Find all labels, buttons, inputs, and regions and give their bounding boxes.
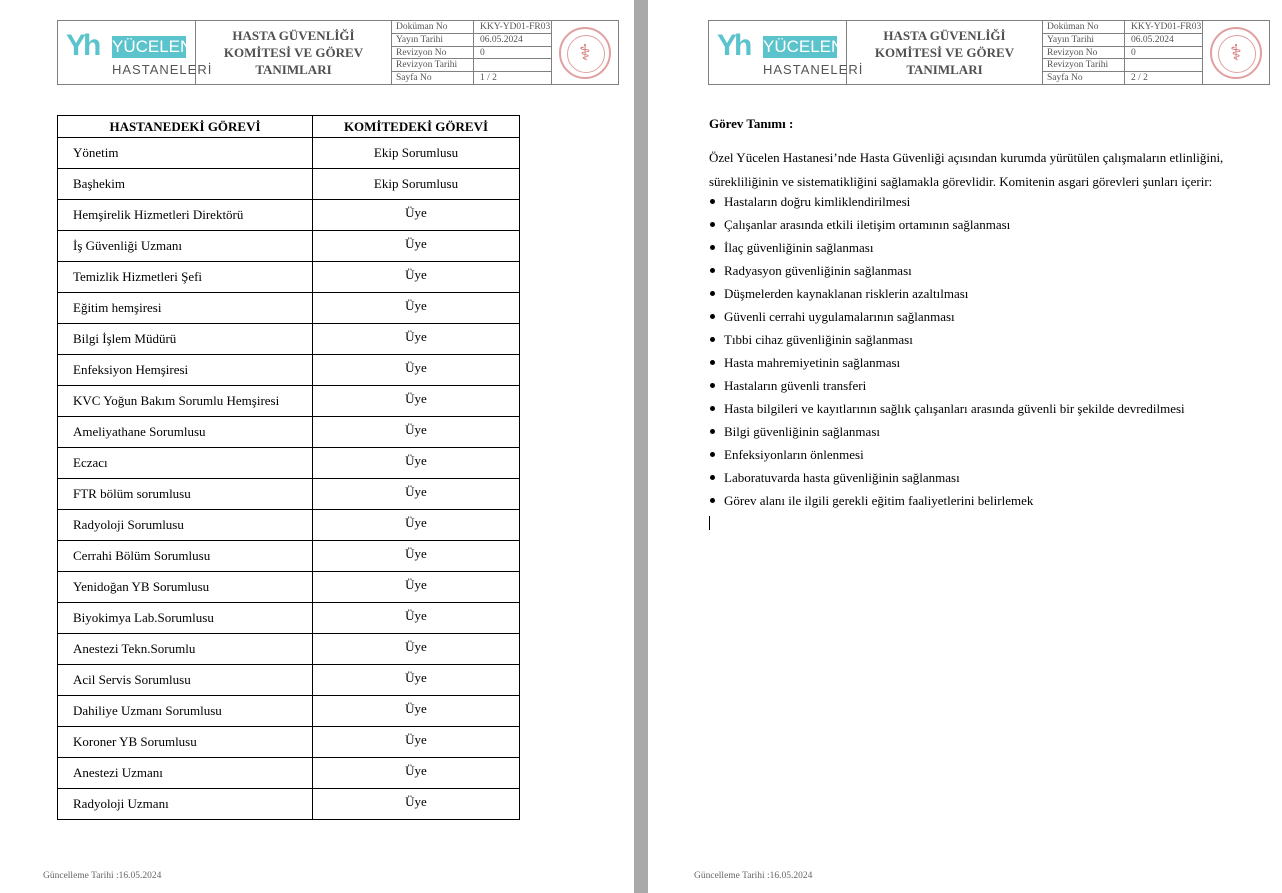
hospital-duty-cell[interactable]: Başhekim bbox=[58, 169, 313, 200]
hospital-duty-cell[interactable]: Anestezi Tekn.Sorumlu bbox=[58, 634, 313, 665]
committee-duty-cell[interactable]: Üye bbox=[313, 789, 520, 820]
task-list-item[interactable]: Tıbbi cihaz güvenliğinin sağlanması bbox=[709, 328, 1269, 351]
committee-duty-cell[interactable]: Üye bbox=[313, 386, 520, 417]
hospital-duty-cell[interactable]: Bilgi İşlem Müdürü bbox=[58, 324, 313, 355]
meta-row: Revizyon Tarihi bbox=[392, 59, 551, 72]
hospital-duty-cell[interactable]: KVC Yoğun Bakım Sorumlu Hemşiresi bbox=[58, 386, 313, 417]
update-date-footer: Güncelleme Tarihi :16.05.2024 bbox=[694, 871, 813, 881]
task-list-item[interactable]: Radyasyon güvenliğinin sağlanması bbox=[709, 259, 1269, 282]
page-gutter bbox=[634, 0, 648, 893]
committee-duty-cell[interactable]: Üye bbox=[313, 541, 520, 572]
committee-duty-cell[interactable]: Üye bbox=[313, 231, 520, 262]
hospital-logo bbox=[58, 21, 213, 84]
committee-duty-cell[interactable]: Üye bbox=[313, 448, 520, 479]
hospital-duty-cell[interactable]: Temizlik Hizmetleri Şefi bbox=[58, 262, 313, 293]
table-row bbox=[58, 634, 520, 665]
hospital-duty-cell[interactable]: Eğitim hemşiresi bbox=[58, 293, 313, 324]
table-row bbox=[58, 200, 520, 231]
committee-duty-cell[interactable]: Üye bbox=[313, 758, 520, 789]
table-row bbox=[58, 169, 520, 200]
committee-duty-cell[interactable]: Üye bbox=[313, 262, 520, 293]
meta-row: Sayfa No 2 / 2 bbox=[1043, 72, 1202, 85]
hospital-duty-cell[interactable]: Yönetim bbox=[58, 138, 313, 169]
committee-duty-cell[interactable]: Üye bbox=[313, 727, 520, 758]
committee-duty-cell[interactable]: Üye bbox=[313, 510, 520, 541]
hospital-duty-cell[interactable]: Biyokimya Lab.Sorumlusu bbox=[58, 603, 313, 634]
document-meta-table bbox=[1043, 21, 1203, 84]
column-header-hospital-duty: HASTANEDEKİ GÖREVİ bbox=[58, 116, 313, 138]
seal-container bbox=[1203, 21, 1269, 84]
committee-table bbox=[57, 115, 520, 820]
table-row bbox=[58, 727, 520, 758]
hospital-duty-cell[interactable]: Eczacı bbox=[58, 448, 313, 479]
committee-duty-cell[interactable]: Üye bbox=[313, 479, 520, 510]
table-row bbox=[58, 510, 520, 541]
hospital-duty-cell[interactable]: Cerrahi Bölüm Sorumlusu bbox=[58, 541, 313, 572]
task-list-item[interactable]: Hastaların güvenli transferi bbox=[709, 374, 1269, 397]
committee-duty-cell[interactable]: Ekip Sorumlusu bbox=[313, 169, 520, 200]
hospital-duty-cell[interactable]: FTR bölüm sorumlusu bbox=[58, 479, 313, 510]
logo-subtitle: HASTANELERİ bbox=[112, 62, 213, 77]
task-list-item[interactable]: Hasta bilgileri ve kayıtlarının sağlık çalışanları arasında güvenli bir şekilde devredilmesi bbox=[709, 397, 1269, 420]
table-row bbox=[58, 665, 520, 696]
hospital-duty-cell[interactable]: Yenidoğan YB Sorumlusu bbox=[58, 572, 313, 603]
logo-name: YÜCELEN bbox=[112, 37, 193, 56]
logo-mark: Yh bbox=[717, 29, 750, 62]
hospital-duty-cell[interactable]: Radyoloji Sorumlusu bbox=[58, 510, 313, 541]
table-row bbox=[58, 417, 520, 448]
document-page-1 bbox=[0, 0, 634, 893]
table-row bbox=[58, 293, 520, 324]
committee-duty-cell[interactable]: Üye bbox=[313, 603, 520, 634]
table-row bbox=[58, 603, 520, 634]
table-header-row bbox=[58, 116, 520, 138]
committee-duty-cell[interactable]: Üye bbox=[313, 665, 520, 696]
hospital-duty-cell[interactable]: Dahiliye Uzmanı Sorumlusu bbox=[58, 696, 313, 727]
table-row bbox=[58, 479, 520, 510]
meta-row: Yayın Tarihi 06.05.2024 bbox=[392, 34, 551, 47]
seal-container bbox=[552, 21, 618, 84]
logo-name: YÜCELEN bbox=[763, 37, 844, 56]
hospital-duty-cell[interactable]: Enfeksiyon Hemşiresi bbox=[58, 355, 313, 386]
hospital-duty-cell[interactable]: Hemşirelik Hizmetleri Direktörü bbox=[58, 200, 313, 231]
table-row bbox=[58, 231, 520, 262]
table-row bbox=[58, 262, 520, 293]
committee-duty-cell[interactable]: Üye bbox=[313, 696, 520, 727]
task-list-item[interactable]: Bilgi güvenliğinin sağlanması bbox=[709, 420, 1269, 443]
table-row bbox=[58, 758, 520, 789]
ministry-seal-icon: ⚕ bbox=[559, 27, 611, 79]
hospital-duty-cell[interactable]: İş Güvenliği Uzmanı bbox=[58, 231, 313, 262]
document-page-2 bbox=[648, 0, 1282, 893]
task-list-item[interactable]: Çalışanlar arasında etkili iletişim ortamının sağlanması bbox=[709, 213, 1269, 236]
task-list bbox=[709, 190, 1269, 512]
committee-duty-cell[interactable]: Üye bbox=[313, 634, 520, 665]
column-header-committee-duty: KOMİTEDEKİ GÖREVİ bbox=[313, 116, 520, 138]
table-row bbox=[58, 138, 520, 169]
hospital-duty-cell[interactable]: Ameliyathane Sorumlusu bbox=[58, 417, 313, 448]
task-list-item[interactable]: Düşmelerden kaynaklanan risklerin azaltılması bbox=[709, 282, 1269, 305]
table-row bbox=[58, 448, 520, 479]
table-row bbox=[58, 696, 520, 727]
table-row bbox=[58, 572, 520, 603]
committee-duty-cell[interactable]: Üye bbox=[313, 324, 520, 355]
hospital-duty-cell[interactable]: Radyoloji Uzmanı bbox=[58, 789, 313, 820]
hospital-duty-cell[interactable]: Acil Servis Sorumlusu bbox=[58, 665, 313, 696]
ministry-seal-icon: ⚕ bbox=[1210, 27, 1262, 79]
meta-row: Revizyon Tarihi bbox=[1043, 59, 1202, 72]
committee-duty-cell[interactable]: Üye bbox=[313, 293, 520, 324]
committee-duty-cell[interactable]: Üye bbox=[313, 355, 520, 386]
table-row bbox=[58, 386, 520, 417]
task-list-item[interactable]: Güvenli cerrahi uygulamalarının sağlanması bbox=[709, 305, 1269, 328]
table-row bbox=[58, 789, 520, 820]
task-list-item[interactable]: Görev alanı ile ilgili gerekli eğitim faaliyetlerini belirlemek bbox=[709, 489, 1269, 512]
table-row bbox=[58, 355, 520, 386]
text-cursor bbox=[709, 516, 710, 530]
meta-row: Doküman No KKY-YD01-FR03 bbox=[1043, 21, 1202, 34]
table-row bbox=[58, 324, 520, 355]
document-title: HASTA GÜVENLİĞİ KOMİTESİ VE GÖREV TANIMLARI bbox=[196, 21, 392, 84]
intro-paragraph[interactable]: Özel Yücelen Hastanesi’nde Hasta Güvenliği açısından kurumda yürütülen çalışmaların etlinliğini, sürekliliğinin ve sistematikliğini sağlamakla görevlidir. Komitenin asgari görevleri şunları içerir: bbox=[709, 150, 1224, 189]
page-header bbox=[57, 20, 619, 85]
document-title: HASTA GÜVENLİĞİ KOMİTESİ VE GÖREV TANIMLARI bbox=[847, 21, 1043, 84]
page-header bbox=[708, 20, 1270, 85]
table-row bbox=[58, 541, 520, 572]
task-list-item[interactable]: Enfeksiyonların önlenmesi bbox=[709, 443, 1269, 466]
meta-row: Doküman No KKY-YD01-FR03 bbox=[392, 21, 551, 34]
task-list-item[interactable]: Hasta mahremiyetinin sağlanması bbox=[709, 351, 1269, 374]
hospital-duty-cell[interactable]: Anestezi Uzmanı bbox=[58, 758, 313, 789]
task-list-item[interactable]: Laboratuvarda hasta güvenliğinin sağlanması bbox=[709, 466, 1269, 489]
logo-mark: Yh bbox=[66, 29, 99, 62]
meta-row: Revizyon No 0 bbox=[1043, 47, 1202, 60]
update-date-footer: Güncelleme Tarihi :16.05.2024 bbox=[43, 871, 162, 881]
task-list-item[interactable]: İlaç güvenliğinin sağlanması bbox=[709, 236, 1269, 259]
meta-row: Sayfa No 1 / 2 bbox=[392, 72, 551, 85]
hospital-duty-cell[interactable]: Koroner YB Sorumlusu bbox=[58, 727, 313, 758]
committee-duty-cell[interactable]: Üye bbox=[313, 417, 520, 448]
committee-duty-cell[interactable]: Üye bbox=[313, 200, 520, 231]
logo-subtitle: HASTANELERİ bbox=[763, 62, 864, 77]
hospital-logo bbox=[709, 21, 864, 84]
meta-row: Yayın Tarihi 06.05.2024 bbox=[1043, 34, 1202, 47]
section-title: Görev Tanımı : bbox=[709, 116, 794, 131]
document-meta-table bbox=[392, 21, 552, 84]
task-list-item[interactable]: Hastaların doğru kimliklendirilmesi bbox=[709, 190, 1269, 213]
meta-row: Revizyon No 0 bbox=[392, 47, 551, 60]
committee-duty-cell[interactable]: Ekip Sorumlusu bbox=[313, 138, 520, 169]
committee-duty-cell[interactable]: Üye bbox=[313, 572, 520, 603]
